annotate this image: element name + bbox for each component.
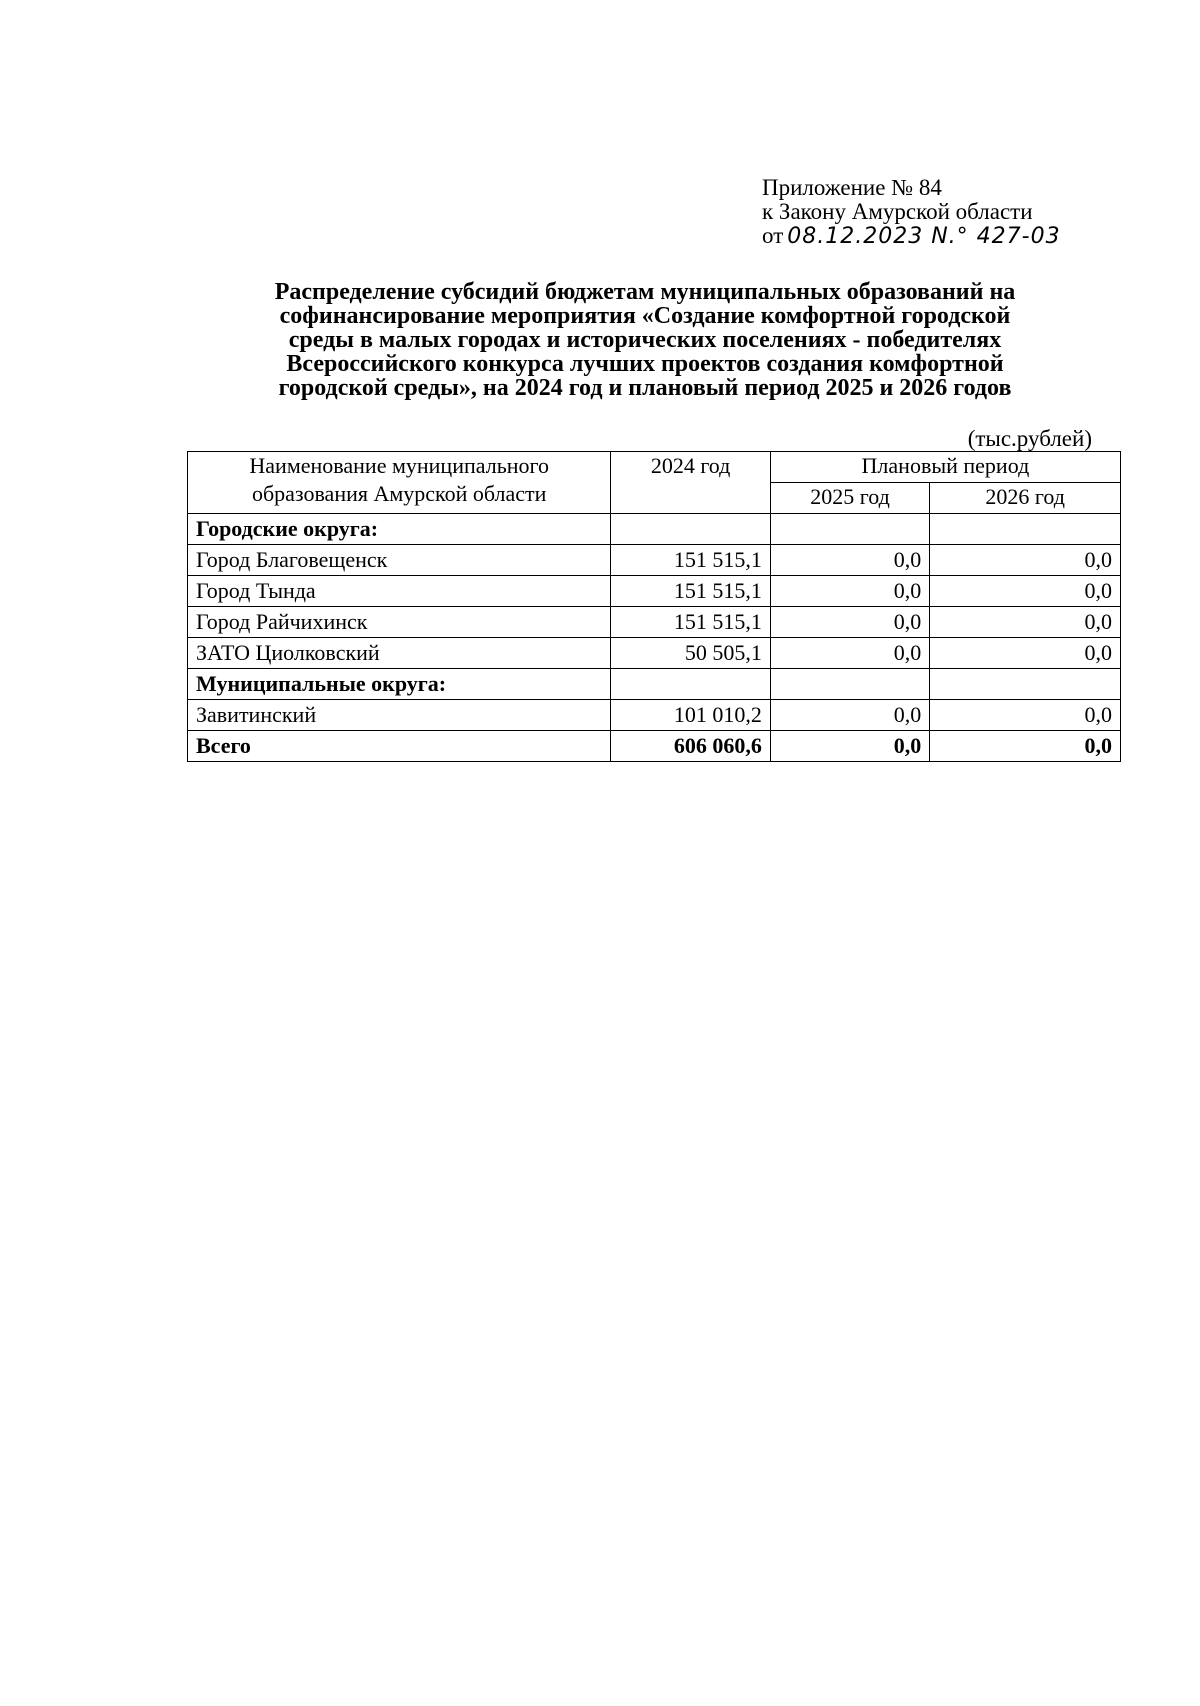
row-value-2025: 0,0: [770, 700, 929, 731]
title-line: городской среды», на 2024 год и плановый период 2025 и 2026 годов: [278, 375, 1012, 401]
row-name: Всего: [188, 731, 611, 762]
appendix-block: [762, 176, 1061, 249]
row-name: Город Благовещенск: [188, 545, 611, 576]
title-line: Всероссийского конкурса лучших проектов создания комфортной: [286, 351, 1004, 377]
row-value-2025: 0,0: [770, 607, 929, 638]
units-label: (тыс.рублей): [967, 426, 1092, 451]
row-value-2025: [770, 669, 929, 700]
document-title: [180, 280, 1110, 400]
row-value-2026: 0,0: [930, 700, 1121, 731]
title-line: среды в малых городах и исторических поселениях - победителях: [288, 327, 1002, 353]
table-row: [188, 700, 1121, 731]
table-row-total: [188, 731, 1121, 762]
row-value-2024: [611, 669, 770, 700]
row-value-2026: 0,0: [930, 731, 1121, 762]
row-value-2024: 101 010,2: [611, 700, 770, 731]
row-value-2026: [930, 669, 1121, 700]
row-value-2024: [611, 514, 770, 545]
table-row: [188, 576, 1121, 607]
row-value-2026: 0,0: [930, 607, 1121, 638]
row-name: Завитинский: [188, 700, 611, 731]
row-value-2024: 151 515,1: [611, 576, 770, 607]
row-name: Город Тында: [188, 576, 611, 607]
header-year-2026: 2026 год: [930, 483, 1121, 514]
row-name: Муниципальные округа:: [188, 669, 611, 700]
table-row: [188, 638, 1121, 669]
row-value-2025: [770, 514, 929, 545]
subsidy-table: [187, 451, 1121, 762]
row-value-2025: 0,0: [770, 731, 929, 762]
header-year-2024: 2024 год: [611, 452, 770, 514]
row-value-2025: 0,0: [770, 638, 929, 669]
row-name: Город Райчихинск: [188, 607, 611, 638]
table-row-group: [188, 514, 1121, 545]
row-value-2024: 606 060,6: [611, 731, 770, 762]
row-value-2024: 151 515,1: [611, 607, 770, 638]
table-header-row: [188, 452, 1121, 483]
row-name: ЗАТО Циолковский: [188, 638, 611, 669]
row-value-2024: 151 515,1: [611, 545, 770, 576]
table-row-group: [188, 669, 1121, 700]
row-value-2024: 50 505,1: [611, 638, 770, 669]
title-line: Распределение субсидий бюджетам муниципальных образований на: [274, 279, 1016, 305]
header-planned-period: Плановый период: [770, 452, 1120, 483]
row-value-2026: 0,0: [930, 576, 1121, 607]
row-value-2026: [930, 514, 1121, 545]
row-value-2026: 0,0: [930, 638, 1121, 669]
appendix-date-prefix: от: [762, 223, 784, 248]
row-name: Городские округа:: [188, 514, 611, 545]
row-value-2025: 0,0: [770, 545, 929, 576]
header-municipality-name: Наименование муниципального образования Амурской области: [188, 452, 611, 514]
appendix-law-reference: к Закону Амурской области: [762, 199, 1033, 224]
row-value-2026: 0,0: [930, 545, 1121, 576]
appendix-number: Приложение № 84: [762, 175, 942, 200]
table-row: [188, 607, 1121, 638]
table-row: [188, 545, 1121, 576]
handwritten-date-number: 08.12.2023 N.° 427-03: [787, 224, 1061, 249]
header-year-2025: 2025 год: [770, 483, 929, 514]
appendix-date-line: [762, 224, 1061, 249]
title-line: софинансирование мероприятия «Создание комфортной городской: [279, 303, 1011, 329]
row-value-2025: 0,0: [770, 576, 929, 607]
